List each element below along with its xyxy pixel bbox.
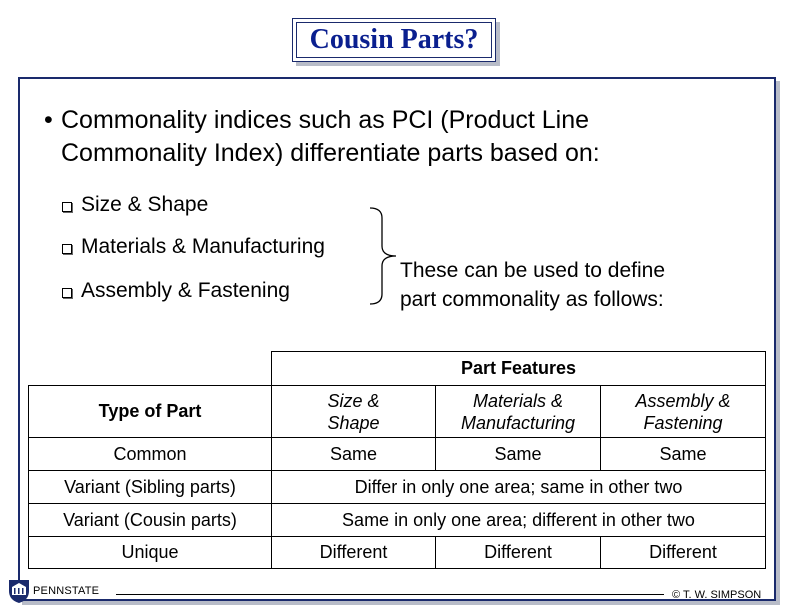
right-brace-icon: [368, 206, 400, 306]
sub-item-assembly: [62, 279, 290, 303]
type-cell: Variant (Sibling parts): [29, 471, 272, 504]
header-line: Materials &: [472, 390, 564, 411]
sub-item-label: Assembly & Fastening: [81, 279, 290, 302]
note-line: part commonality as follows:: [400, 288, 664, 311]
header-line: Shape: [327, 412, 380, 433]
part-features-header: Part Features: [272, 352, 766, 386]
table-row: [29, 537, 766, 569]
feature-header-assembly: [601, 386, 766, 438]
empty-corner-cell: [29, 352, 272, 386]
type-cell: Variant (Cousin parts): [29, 504, 272, 537]
table-row: [29, 386, 766, 438]
logo-text: PENNSTATE: [33, 585, 100, 597]
merged-value-cell: Same in only one area; different in other two: [272, 504, 766, 537]
header-line: Size &: [327, 390, 380, 411]
slide-title: Cousin Parts?: [309, 24, 479, 55]
type-cell: Unique: [29, 537, 272, 569]
bullet-text: Commonality indices such as PCI (Product Line Commonality Index) differentiate parts based on:: [61, 106, 600, 167]
header-line: Fastening: [643, 412, 723, 433]
pennstate-logo: [8, 578, 99, 604]
checkbox-square-icon: [62, 244, 72, 254]
header-line: Manufacturing: [460, 412, 576, 433]
part-commonality-table: [28, 351, 766, 569]
note-line: These can be used to define: [400, 259, 666, 282]
main-bullet: [44, 104, 724, 170]
copyright-text: © T. W. SIMPSON: [672, 589, 762, 601]
merged-value-cell: Differ in only one area; same in other two: [272, 471, 766, 504]
type-cell: Common: [29, 438, 272, 471]
table-row: [29, 471, 766, 504]
bullet-dot-icon: •: [44, 106, 53, 134]
sub-item-materials: [62, 235, 325, 259]
sub-item-size-shape: [62, 193, 208, 217]
sub-item-label: Size & Shape: [81, 193, 209, 216]
shield-icon: [8, 578, 30, 604]
table-row: [29, 352, 766, 386]
table-row: [29, 504, 766, 537]
value-cell: Same: [601, 438, 766, 471]
feature-header-size: [272, 386, 436, 438]
definition-note: [400, 256, 665, 314]
sub-item-label: Materials & Manufacturing: [81, 235, 325, 258]
value-cell: Same: [436, 438, 601, 471]
value-cell: Different: [272, 537, 436, 569]
table-row: [29, 438, 766, 471]
header-line: Assembly &: [635, 390, 731, 411]
feature-header-materials: [436, 386, 601, 438]
footer-divider: [116, 594, 664, 595]
checkbox-square-icon: [62, 288, 72, 298]
value-cell: Same: [272, 438, 436, 471]
title-box: [292, 18, 496, 62]
value-cell: Different: [436, 537, 601, 569]
type-of-part-header: Type of Part: [29, 386, 272, 438]
value-cell: Different: [601, 537, 766, 569]
checkbox-square-icon: [62, 202, 72, 212]
